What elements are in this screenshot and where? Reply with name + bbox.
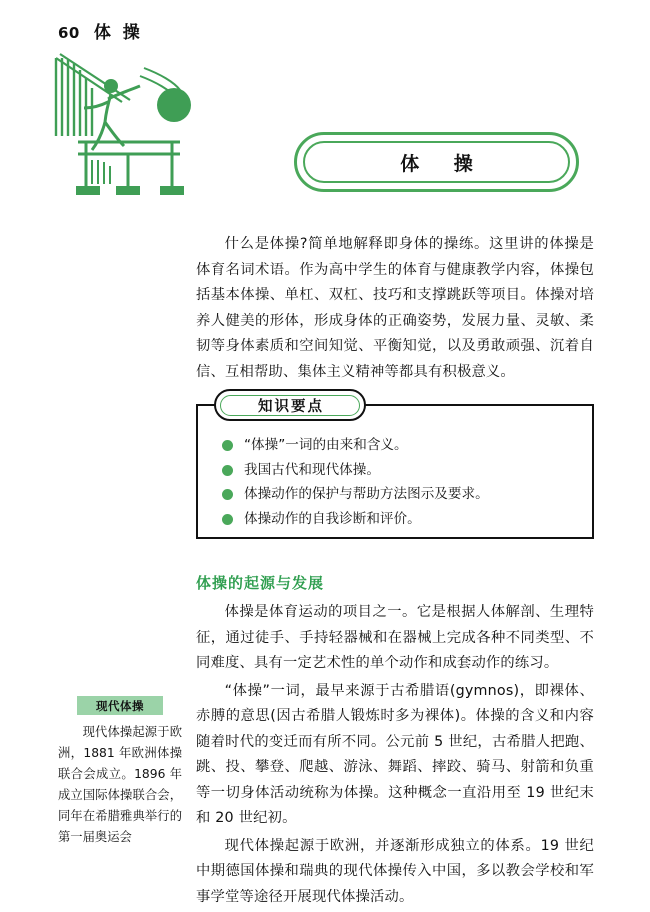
bullet-dot-icon [222, 465, 233, 476]
list-item [222, 434, 580, 458]
intro-section [196, 232, 594, 389]
list-item [222, 483, 580, 507]
key-point-text: 我国古代和现代体操。 [244, 461, 380, 478]
key-point-text: 体操动作的保护与帮助方法图示及要求。 [244, 486, 489, 502]
chapter-title-plaque [294, 132, 579, 192]
list-item [222, 508, 580, 532]
key-points-box [196, 389, 594, 539]
key-points-tab [214, 389, 366, 421]
section-heading: 体操的起源与发展 [196, 574, 325, 592]
key-point-text: “体操”一词的由来和含义。 [244, 437, 408, 453]
page-header [58, 18, 143, 43]
body-paragraph-3: 现代体操起源于欧洲，并逐渐形成独立的体系。19 世纪中期德国体操和瑞典的现代体操传入中国，多以教会学校和军事学堂等途径开展现代体操活动。 [196, 837, 594, 905]
key-points-tab-label: 知识要点 [258, 398, 324, 415]
bullet-dot-icon [222, 440, 233, 451]
key-points-tab-inner [220, 395, 360, 416]
side-note [58, 696, 182, 848]
side-note-header [77, 696, 163, 715]
side-note-title: 现代体操 [96, 698, 144, 713]
bullet-dot-icon [222, 514, 233, 525]
plaque-inner-border [303, 141, 570, 183]
key-point-text: 体操动作的自我诊断和评价。 [244, 510, 421, 527]
bullet-dot-icon [222, 489, 233, 500]
running-head-title: 体 操 [93, 23, 143, 43]
chapter-title-text: 体 操 [400, 152, 487, 175]
side-note-text: 现代体操起源于欧洲，1881 年欧洲体操联合会成立。1896 年成立国际体操联合会，同年在希腊雅典举行的第一届奥运会 [58, 725, 182, 844]
body-paragraph-1: 体操是体育运动的项目之一。它是根据人体解剖、生理特征，通过徒手、手持轻器械和在器械上完成各种不同类型、不同难度、具有一定艺术性的单个动作和成套动作的练习。 [196, 604, 594, 671]
section-body [196, 600, 594, 912]
gymnast-line-art-icon [48, 50, 196, 195]
list-item [222, 459, 580, 483]
intro-paragraph: 什么是体操?简单地解释即身体的操练。这里讲的体操是体育名词术语。作为高中学生的体育与健康教学内容，体操包括基本体操、单杠、双杠、技巧和支撑跳跃等项目。体操对培养人健美的形体，形成身体的正确姿势，发展力量、灵敏、柔韧等身体素质和空间知觉、平衡知觉，以及勇敢顽强、沉着自信、互相帮助、集体主义精神等都具有积极意义。 [196, 236, 594, 380]
key-points-list [222, 434, 580, 532]
page-number: 60 [58, 24, 80, 42]
body-paragraph-2: “体操”一词，最早来源于古希腊语(gymnos)，即裸体、赤膊的意思(因古希腊人锻炼时多为裸体)。体操的含义和内容随着时代的变迁而有所不同。公元前 5 世纪，古希腊人把跑、跳、投、攀登、爬越、游泳、舞蹈、摔跤、骑马、射箭和负重等一切身体活动统称为体操。这种概念一直沿用至 19 世纪末和 20 世纪初。 [196, 682, 594, 826]
